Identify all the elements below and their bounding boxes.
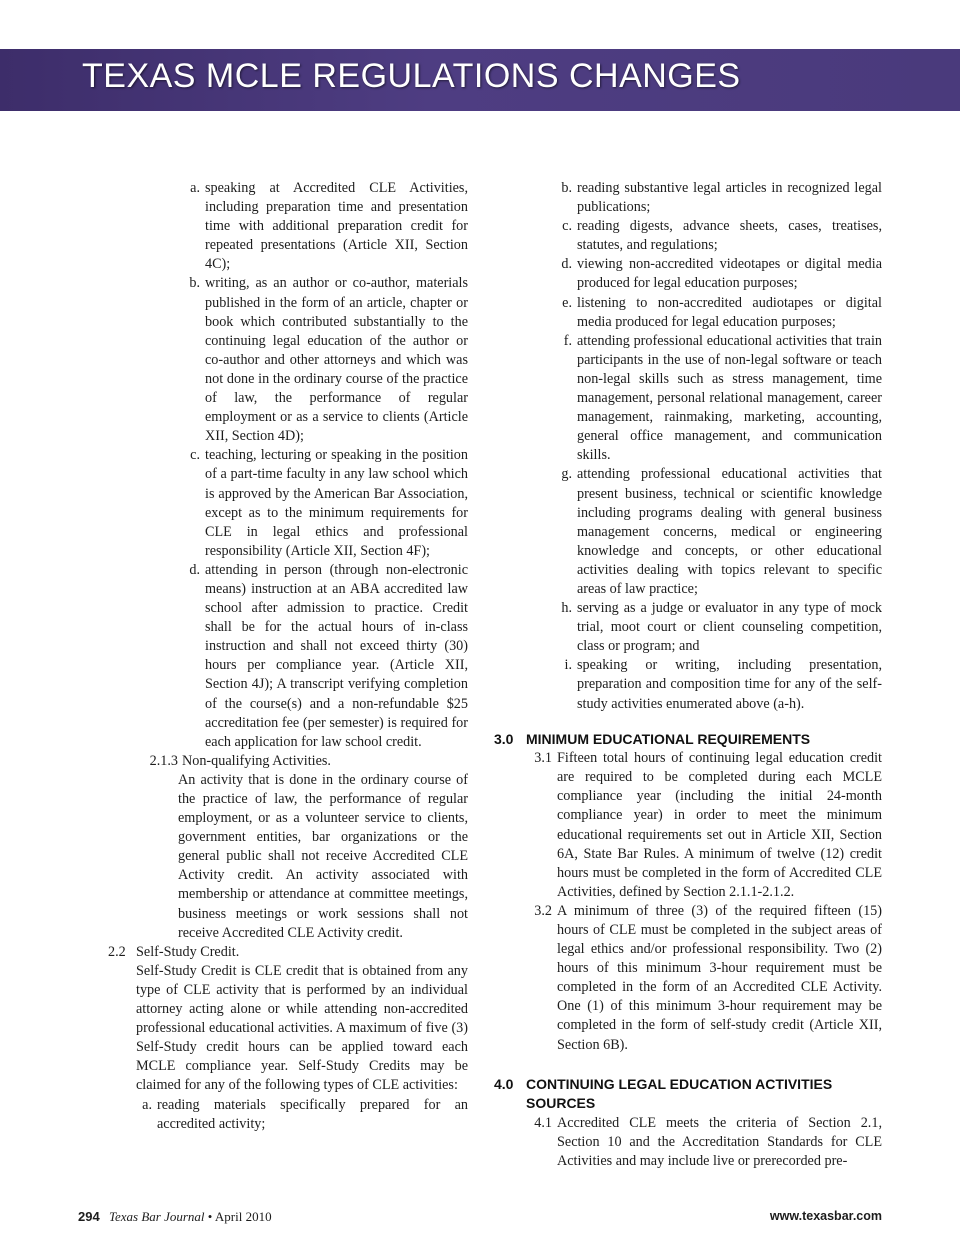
section-title: Self-Study Credit. bbox=[136, 943, 240, 960]
list-text: serving as a judge or evaluator in any type of mock trial, moot court or client counseling competition, class or program; and bbox=[577, 600, 882, 655]
list-label: f. bbox=[563, 332, 572, 349]
list-text: attending professional educational activities that present business, technical or scientific knowledge including programs dealing with general business management concerns, medical or engineering knowledge and concepts, or other educational activities dealing with topics relevant to specific areas of law practice; bbox=[577, 466, 882, 597]
list-text: writing, as an author or co-author, materials published in the form of an article, chapter or book which contributed substantially to the continuing legal education of the author or co-author and other attorneys and which was not done in the ordinary course of the practice of law, the performance of regular employment or as a service to clients (Article XII, Section 4D); bbox=[205, 275, 468, 445]
section-number: 4.0 bbox=[494, 1075, 514, 1092]
list-label: i. bbox=[564, 657, 572, 674]
footer-url[interactable]: www.texasbar.com bbox=[769, 1209, 882, 1223]
list-item bbox=[494, 1114, 882, 1171]
footer-left bbox=[78, 1209, 272, 1225]
list-text: Fifteen total hours of continuing legal education credit are required to be completed during each MCLE compliance year (including the initial 24-month compliance year) in order to meet the minimum educational requirements set out in Article XII, Section 6A, State Bar Rules. A minimum of twelve (12) credit hours must be completed in the form of Accredited CLE Activities, defined by Section 2.1.1-2.1.2. bbox=[557, 750, 882, 900]
list-item bbox=[494, 255, 882, 293]
section-heading-3-0 bbox=[494, 730, 882, 750]
list-item bbox=[494, 656, 882, 713]
section-number: 2.2 bbox=[108, 943, 126, 960]
list-text: speaking at Accredited CLE Activities, including preparation time and presentation time with additional preparation credit for repeated presentations (Article XII, Section 4C); bbox=[205, 180, 468, 273]
list-label: h. bbox=[561, 600, 572, 617]
list-item bbox=[494, 179, 882, 217]
page-title: TEXAS MCLE REGULATIONS CHANGES bbox=[82, 57, 741, 95]
list-text: reading substantive legal articles in recognized legal publications; bbox=[577, 180, 882, 216]
section-title: CONTINUING LEGAL EDUCATION ACTIVITIES SOURCES bbox=[526, 1075, 833, 1112]
list-text: reading materials specifically prepared for an accredited activity; bbox=[157, 1096, 468, 1132]
list-item bbox=[108, 561, 468, 752]
footer-separator: • bbox=[207, 1209, 213, 1224]
section-number: 2.1.3 bbox=[149, 752, 178, 769]
list-label: e. bbox=[562, 294, 572, 311]
list-item bbox=[494, 217, 882, 255]
left-column bbox=[108, 179, 468, 1134]
list-text: attending in person (through non-electronic means) instruction at an ABA accredited law school after admission to practice. Credit shall be for the actual hours of in-class instruction and shall not exceed thirty (30) hours per compliance year. (Article XII, Section 4J); A transcript verifying completion of the course(s) and a non-refundable $25 accreditation fee (per semester) is required for each application for law school credit. bbox=[205, 561, 468, 750]
list-text: speaking or writing, including presentation, preparation and composition time for any of the self-study activities enumerated above (a-h). bbox=[577, 657, 882, 712]
list-item bbox=[108, 179, 468, 274]
section-heading-2-1-3 bbox=[108, 752, 468, 771]
issue-date: April 2010 bbox=[214, 1209, 272, 1224]
list-item bbox=[494, 332, 882, 466]
list-item bbox=[494, 749, 882, 902]
header-banner bbox=[0, 49, 960, 111]
list-label: d. bbox=[189, 561, 200, 578]
list-label: d. bbox=[561, 256, 572, 273]
list-text: viewing non-accredited videotapes or digital media produced for legal education purposes; bbox=[577, 256, 882, 292]
list-item bbox=[494, 599, 882, 656]
section-body: An activity that is done in the ordinary course of the practice of law, the performance of regular employment, or as a volunteer service to clients, government entities, bar organizations or the general public shall not receive Accredited CLE Activity credit. An activity associated with membership or attendance at committee meetings, business meetings or work sessions shall not receive Accredited CLE Activity credit. bbox=[178, 771, 468, 941]
section-heading-4-0 bbox=[494, 1075, 882, 1114]
section-heading-2-2 bbox=[108, 943, 468, 962]
section-number: 3.0 bbox=[494, 730, 514, 747]
list-text: attending professional educational activities that train participants in the use of non-legal software or teach non-legal skills such as stress management, time management, personal relational management, career management, rainmaking, marketing, accounting, general office management, and communication skills. bbox=[577, 332, 882, 464]
list-label: b. bbox=[561, 180, 572, 196]
list-item bbox=[494, 902, 882, 1055]
list-label: b. bbox=[189, 275, 200, 292]
right-column bbox=[494, 179, 882, 1171]
section-title: MINIMUM EDUCATIONAL REQUIREMENTS bbox=[526, 730, 811, 747]
page-number: 294 bbox=[78, 1209, 100, 1224]
list-text: teaching, lecturing or speaking in the position of a part-time faculty in any law school which is approved by the American Bar Association, except as to the minimum requirements for CLE in legal ethics and professional responsibility (Article XII, Section 4F); bbox=[205, 447, 468, 559]
list-text: A minimum of three (3) of the required fifteen (15) hours of CLE must be completed in the subject areas of legal ethics and/or professional responsibility. Two (2) hours of this minimum 3-hour requirement must be completed in the form of an Accredited CLE Activity. One (1) of this minimum 3-hour requirement may be completed in the form of self-study credit (Article XII, Section 6B). bbox=[557, 902, 882, 1053]
section-title: Non-qualifying Activities. bbox=[182, 752, 331, 769]
list-label: g. bbox=[561, 466, 572, 483]
list-item bbox=[108, 1096, 468, 1134]
activity-list-a bbox=[108, 179, 468, 752]
list-label: 3.2 bbox=[534, 902, 552, 919]
list-label: c. bbox=[190, 447, 200, 464]
list-text: Accredited CLE meets the criteria of Section 2.1, Section 10 and the Accreditation Standards for CLE Activities and may include live or prerecorded pre- bbox=[557, 1114, 882, 1169]
list-item bbox=[108, 274, 468, 446]
list-label: 4.1 bbox=[534, 1114, 552, 1131]
list-item bbox=[494, 294, 882, 332]
list-label: 3.1 bbox=[534, 750, 552, 767]
section-body: Self-Study Credit is CLE credit that is obtained from any type of CLE activity that is performed by an individual attorney acting alone or while attending non-accredited professional educational activities. A maximum of five (3) Self-Study credit hours can be applied toward each MCLE compliance year. Self-Study Credits may be claimed for any of the following types of CLE activities: bbox=[136, 962, 468, 1094]
activity-list-b bbox=[494, 179, 882, 714]
list-label: a. bbox=[190, 180, 200, 196]
list-item bbox=[494, 465, 882, 599]
list-label: a. bbox=[142, 1096, 152, 1113]
journal-name: Texas Bar Journal bbox=[108, 1209, 205, 1224]
list-label: c. bbox=[562, 218, 572, 235]
list-text: reading digests, advance sheets, cases, treatises, statutes, and regulations; bbox=[577, 218, 882, 254]
list-item bbox=[108, 446, 468, 561]
list-text: listening to non-accredited audiotapes or digital media produced for legal education purposes; bbox=[577, 294, 882, 330]
